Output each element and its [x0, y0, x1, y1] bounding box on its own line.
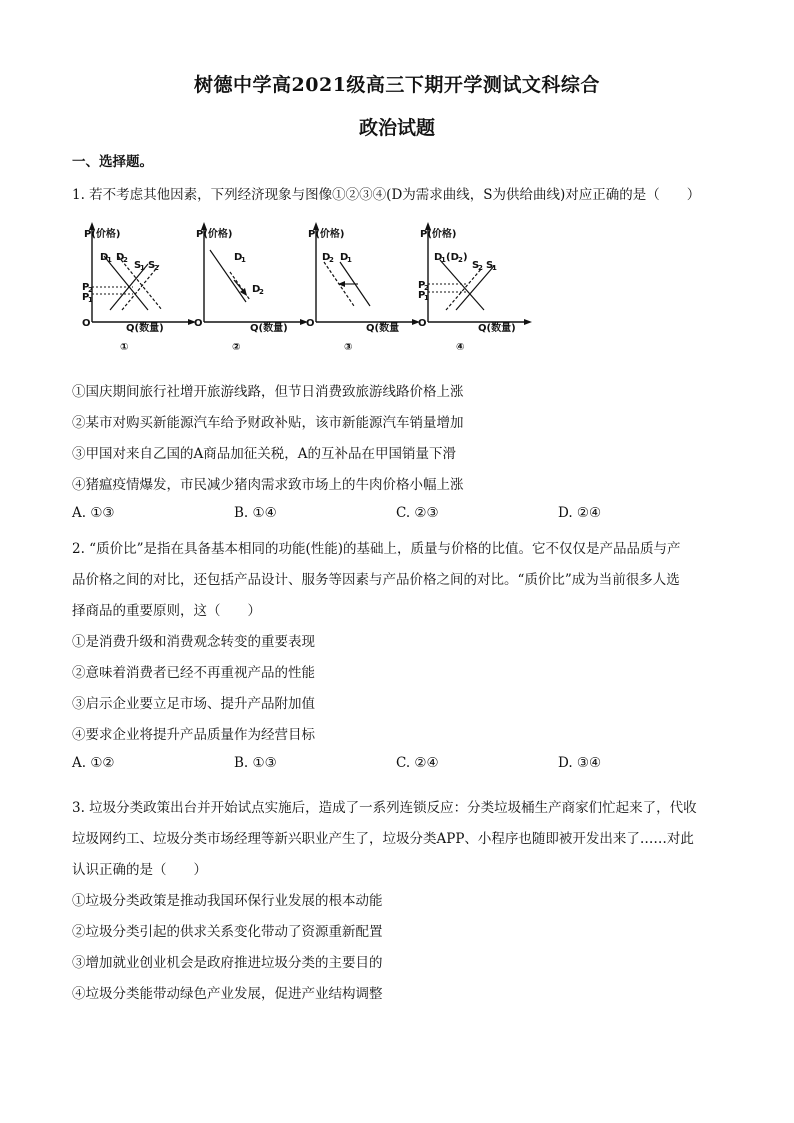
q1-graph-3-curve-d2-sub: 2 — [329, 256, 334, 264]
q1-graph-1-curve-s2-sub: 2 — [154, 264, 159, 272]
svg-text:O: O — [418, 318, 427, 329]
q2-stem-line-2: 品价格之间的对比，还包括产品设计、服务等因素与产品价格之间的对比。“质价比”成为当前很多人选 — [72, 572, 680, 588]
q1-option-b[interactable]: B. ①④ — [234, 505, 277, 521]
q2-option-a[interactable]: A. ①② — [72, 755, 115, 771]
svg-text:O: O — [82, 318, 91, 329]
q1-graph-1-price-p2: P — [82, 282, 90, 293]
q2-stem-line-3: 择商品的重要原则，这（ ） — [72, 603, 261, 619]
q2-statement-1: ①是消费升级和消费观念转变的重要表现 — [72, 634, 315, 650]
q1-graph-1-curve-d2: D — [116, 252, 125, 263]
q3-statement-1: ①垃圾分类政策是推动我国环保行业发展的根本动能 — [72, 893, 383, 909]
q3-statement-3: ③增加就业创业机会是政府推进垃圾分类的主要目的 — [72, 955, 383, 971]
q1-graph-4 — [414, 210, 544, 360]
q3-stem-line-1: 3. 垃圾分类政策出台并开始试点实施后，造成了一系列连锁反应：分类垃圾桶生产商家们忙起来了，代收 — [72, 800, 697, 816]
q1-graph-2-curve-d2-sub: 2 — [259, 288, 264, 296]
q1-graph-4-caption: ④ — [456, 342, 465, 353]
q1-graph-1-q-axis: Q(数量) — [126, 323, 164, 334]
q1-graph-4-p-axis: P(价格) — [420, 229, 457, 240]
q3-statement-2: ②垃圾分类引起的供求关系变化带动了资源重新配置 — [72, 924, 383, 940]
q1-graph-4-curve-s2-sub: 2 — [478, 264, 483, 272]
q1-graph-2-q-axis: Q(数量) — [250, 323, 288, 334]
q2-stem-line-1: 2. “质价比”是指在具备基本相同的功能(性能)的基础上，质量与价格的比值。它不仅仅是产品品质与产 — [72, 541, 681, 557]
q1-graph-2-svg — [190, 210, 320, 360]
q1-option-d[interactable]: D. ②④ — [558, 505, 602, 521]
q1-graph-4-curve-d1: D — [434, 252, 443, 263]
q1-graph-3-q-axis: Q(数量 — [366, 323, 400, 334]
q3-stem-line-2: 垃圾网约工、垃圾分类市场经理等新兴职业产生了，垃圾分类APP、小程序也随即被开发出来了……对此 — [72, 831, 694, 847]
q1-graph-1 — [78, 210, 208, 360]
q2-option-c[interactable]: C. ②④ — [396, 755, 439, 771]
paper-title: 树德中学高2021级高三下期开学测试文科综合 — [194, 74, 600, 96]
q1-graph-3-curve-d1-sub: 1 — [347, 256, 352, 264]
q1-statement-1: ①国庆期间旅行社增开旅游线路，但节日消费致旅游线路价格上涨 — [72, 384, 464, 400]
paper-subtitle: 政治试题 — [358, 117, 435, 139]
q1-graph-4-curve-s1: S — [486, 260, 494, 271]
q1-graph-3 — [302, 210, 432, 360]
q1-graph-1-curve-s2: S — [148, 260, 156, 271]
q1-graph-3-caption: ③ — [344, 342, 353, 353]
q1-graph-4-price-p1-sub: 1 — [424, 294, 429, 302]
q1-option-c[interactable]: C. ②③ — [396, 505, 439, 521]
q1-graph-1-p-axis: P(价格) — [84, 229, 121, 240]
q1-graph-1-curve-s1-sub: 1 — [140, 264, 145, 272]
q1-graph-4-curve-d1-sub: 1 — [441, 256, 446, 264]
q1-graph-4-curve-s2: S — [472, 260, 480, 271]
q1-graph-4-svg — [414, 210, 544, 360]
q1-statement-3: ③甲国对来自乙国的A商品加征关税，A的互补品在甲国销量下滑 — [72, 446, 456, 462]
q1-graph-1-price-p1: P — [82, 292, 90, 303]
q2-statement-4: ④要求企业将提升产品质量作为经营目标 — [72, 727, 315, 743]
q1-graph-1-price-p1-sub: 1 — [88, 296, 93, 304]
q1-graph-3-svg — [302, 210, 432, 360]
q1-graph-1-svg — [78, 210, 208, 360]
q1-graph-2-curve-d1-sub: 1 — [241, 256, 246, 264]
q1-graph-2-curve-d2: D — [252, 284, 261, 295]
q2-option-b[interactable]: B. ①③ — [234, 755, 277, 771]
q2-statement-3: ③启示企业要立足市场、提升产品附加值 — [72, 696, 315, 712]
q1-graph-2 — [190, 210, 320, 360]
q1-option-a[interactable]: A. ①③ — [72, 505, 115, 521]
q1-graph-2-caption: ② — [232, 342, 241, 353]
q2-option-d[interactable]: D. ③④ — [558, 755, 602, 771]
q1-statement-2: ②某市对购买新能源汽车给予财政补贴，该市新能源汽车销量增加 — [72, 415, 464, 431]
q1-graph-1-price-p2-sub: 2 — [88, 286, 93, 294]
q1-graph-4-price-p1: P — [418, 290, 426, 301]
q1-graph-1-caption: ① — [120, 342, 129, 353]
q1-graph-3-curve-d2: D — [322, 252, 331, 263]
q1-graph-4-price-p2-sub: 2 — [424, 284, 429, 292]
q1-graph-3-curve-d1: D — [340, 252, 349, 263]
q1-graph-4-curve-d2-close: ) — [463, 252, 468, 263]
q1-graph-1-curve-d2-sub: 2 — [123, 256, 128, 264]
svg-text:O: O — [194, 318, 203, 329]
q1-graph-4-q-axis: Q(数量) — [478, 323, 516, 334]
q2-statement-2: ②意味着消费者已经不再重视产品的性能 — [72, 665, 315, 681]
section-heading: 一、选择题。 — [72, 154, 153, 170]
q1-graph-4-price-p2: P — [418, 280, 426, 291]
q3-stem-line-3: 认识正确的是（ ） — [72, 862, 207, 878]
q1-graph-4-curve-d2-sub: 2 — [458, 256, 463, 264]
q1-graph-3-p-axis: P(价格) — [308, 229, 345, 240]
q1-graph-1-curve-d1-sub: 1 — [107, 256, 112, 264]
q1-graph-2-p-axis: P(价格) — [196, 229, 233, 240]
q1-graph-2-curve-d1: D — [234, 252, 243, 263]
q1-graph-4-curve-d2: (D — [446, 252, 459, 263]
q3-statement-4: ④垃圾分类能带动绿色产业发展，促进产业结构调整 — [72, 986, 383, 1002]
q1-statement-4: ④猪瘟疫情爆发，市民减少猪肉需求致市场上的牛肉价格小幅上涨 — [72, 477, 464, 493]
q1-stem: 1. 若不考虑其他因素，下列经济现象与图像①②③④(D为需求曲线，S为供给曲线)对应正确的是（ ） — [72, 187, 701, 203]
q1-graph-1-curve-d1: D — [100, 252, 109, 263]
svg-text:O: O — [306, 318, 315, 329]
q1-graph-1-curve-s1: S — [134, 260, 142, 271]
q1-graph-4-curve-s1-sub: 1 — [492, 264, 497, 272]
